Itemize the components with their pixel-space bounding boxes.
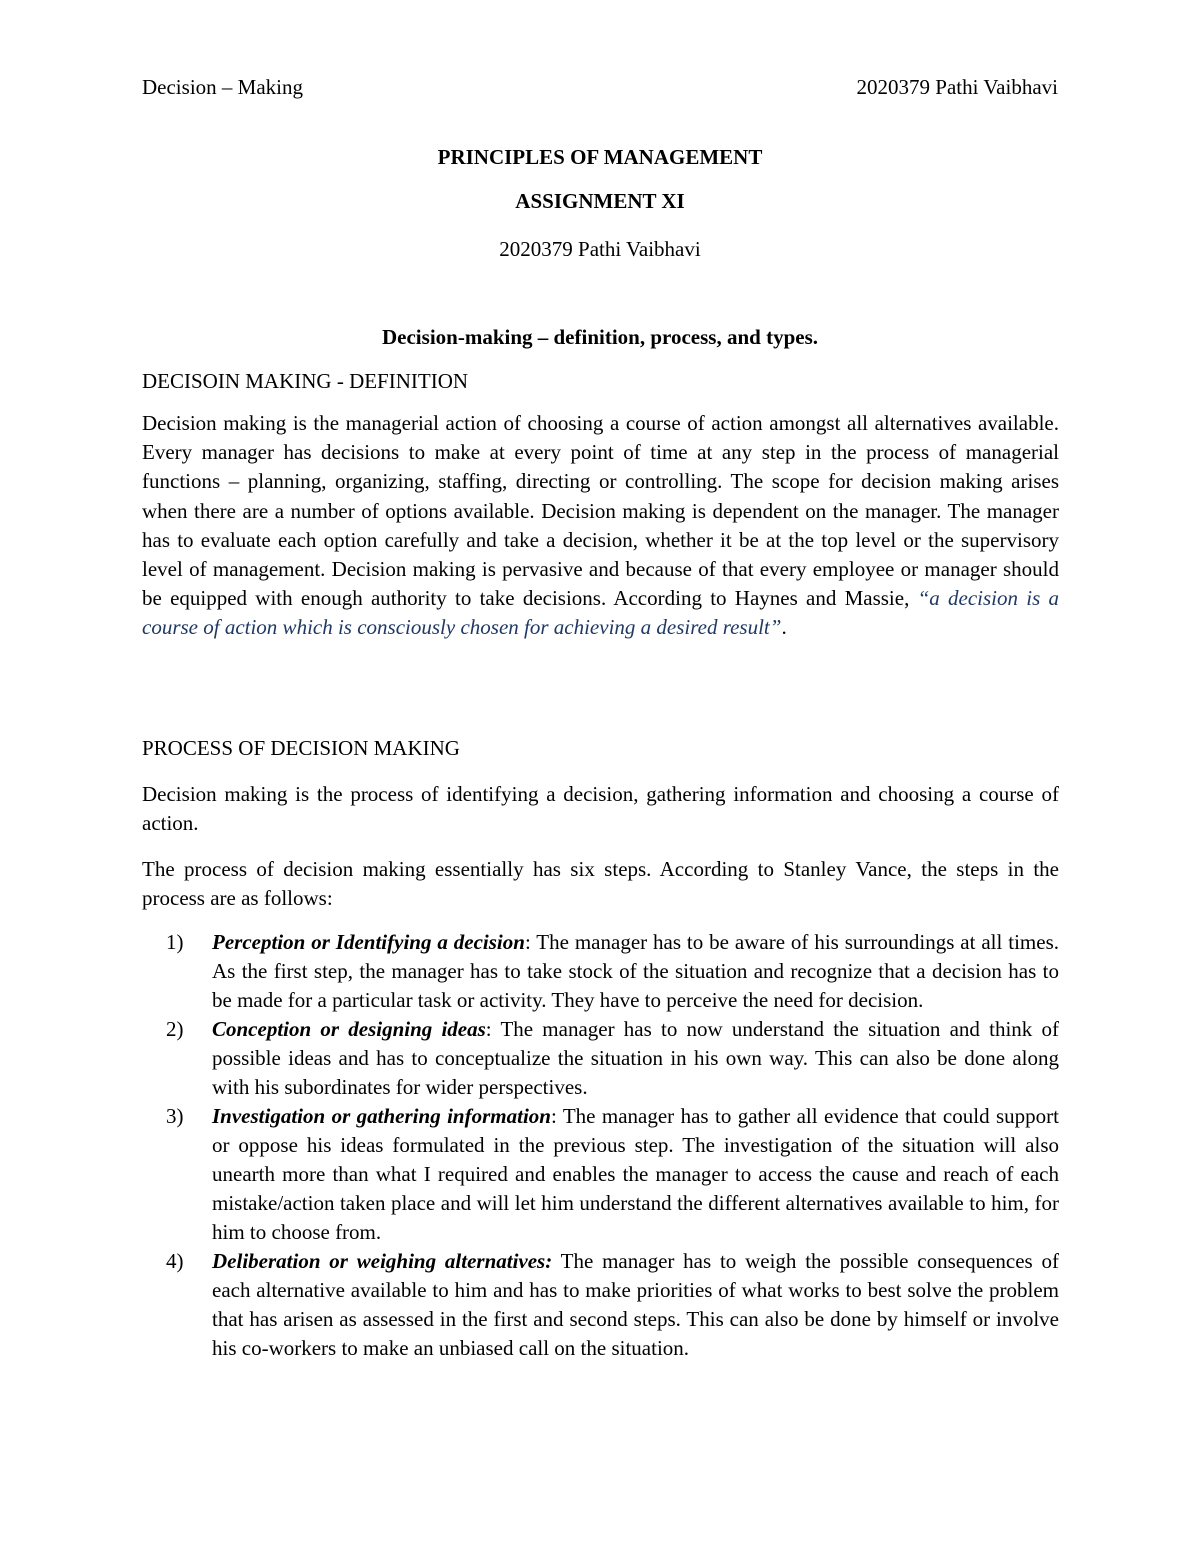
course-title: PRINCIPLES OF MANAGEMENT <box>437 145 763 169</box>
topic-title: Decision-making – definition, process, and types. <box>382 325 818 349</box>
step-number: 2) <box>166 1017 184 1041</box>
list-item <box>142 928 1059 1015</box>
step-text: : The manager has to be aware of his surroundings at all times. As the first step, the manager has to take stock of the situation and recognize that a decision has to be made for a particular task or activity. They have to perceive the need for decision. <box>212 930 1059 1012</box>
header-left: Decision – Making <box>142 75 303 99</box>
definition-end: . <box>781 615 787 640</box>
step-number: 3) <box>166 1104 184 1128</box>
process-intro-1: Decision making is the process of identifying a decision, gathering information and choosing a course of action. <box>142 782 1059 836</box>
list-item <box>142 1015 1059 1102</box>
definition-paragraph <box>142 409 1059 643</box>
step-term: Investigation or gathering information <box>212 1104 551 1128</box>
step-number: 1) <box>166 930 184 954</box>
definition-heading: DECISOIN MAKING - DEFINITION <box>142 369 469 393</box>
student-name: 2020379 Pathi Vaibhavi <box>499 237 701 261</box>
process-steps-list <box>142 928 1059 1363</box>
step-text: : The manager has to gather all evidence that could support or oppose his ideas formulated in the previous step. The investigation of the situation will also unearth more than what I required and enables the manager to access the cause and reach of each mistake/action taken place and will let him understand the different alternatives available to him, for him to choose from. <box>212 1104 1059 1244</box>
step-text: : The manager has to now understand the situation and think of possible ideas and has to conceptualize the situation in his own way. This can also be done along with his subordinates for wider perspectives. <box>212 1017 1059 1099</box>
step-term: Deliberation or weighing alternatives: <box>212 1249 553 1273</box>
process-heading: PROCESS OF DECISION MAKING <box>142 736 460 760</box>
process-intro-2: The process of decision making essentially has six steps. According to Stanley Vance, the steps in the process are as follows: <box>142 857 1059 911</box>
list-item <box>142 1247 1059 1363</box>
header-right: 2020379 Pathi Vaibhavi <box>856 75 1058 99</box>
step-term: Perception or Identifying a decision <box>212 930 525 954</box>
definition-body: Decision making is the managerial action of choosing a course of action amongst all alternatives available. Every manager has decisions to make at every point of time at any step in the process of managerial functions – planning, organizing, staffing, directing or controlling. The scope for decision making arises when there are a number of options available. Decision making is dependent on the manager. The manager has to evaluate each option carefully and take a decision, whether it be at the top level or the supervisory level of management. Decision making is pervasive and because of that every employee or manager should be equipped with enough authority to take decisions. According to Haynes and Massie, <box>142 411 1059 611</box>
assignment-title: ASSIGNMENT XI <box>515 189 685 213</box>
step-number: 4) <box>166 1249 184 1273</box>
step-term: Conception or designing ideas <box>212 1017 486 1041</box>
list-item <box>142 1102 1059 1247</box>
definition-quote: “a decision is a course of action which is consciously chosen for achieving a desired result” <box>142 586 1059 640</box>
step-text: The manager has to weigh the possible consequences of each alternative available to him and has to make priorities of what works to best solve the problem that has arisen as assessed in the first and second steps. This can also be done by himself or involve his co-workers to make an unbiased call on the situation. <box>212 1249 1060 1360</box>
